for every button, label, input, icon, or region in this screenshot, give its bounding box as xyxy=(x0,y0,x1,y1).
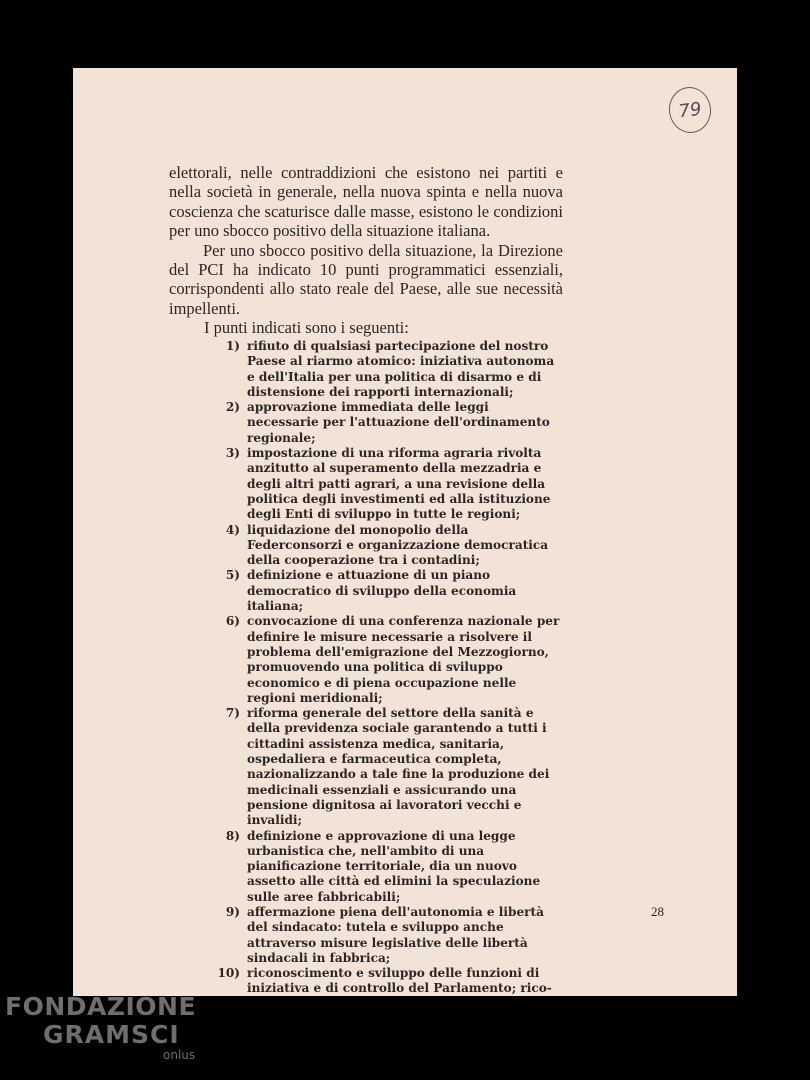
list-item xyxy=(200,966,564,997)
point-number: 4) xyxy=(225,522,240,537)
point-text: affermazione piena dell'autonomia e libertà del sindacato: tutela e sviluppo anche attraverso misure legislative delle libertà sindacali in fabbrica; xyxy=(247,904,544,965)
point-text: rifiuto di qualsiasi partecipazione del nostro Paese al riarmo atomico: iniziativa autonoma e dell'Italia per una politica di disarmo e di distensione dei rapporti internazionali; xyxy=(247,339,555,399)
list-item xyxy=(200,339,564,400)
point-number: 10) xyxy=(217,966,240,981)
point-number: 7) xyxy=(225,706,240,721)
list-item xyxy=(200,400,564,446)
intro-paragraph: Per uno sbocco positivo della situazione, la Direzione del PCI ha indicato 10 punti programmatici essenziali, corrispondenti allo stato reale del Paese, alle sue necessità impellenti. xyxy=(169,240,563,318)
list-item xyxy=(200,568,564,614)
point-number: 6) xyxy=(225,614,240,629)
list-item xyxy=(200,706,564,828)
point-text: riconoscimento e sviluppo delle funzioni di iniziativa e di controllo del Parlamento; rico- xyxy=(247,966,552,996)
list-item xyxy=(200,523,564,569)
point-text: riforma generale del settore della sanità e della previdenza sociale garantendo a tutti i cittadini assistenza medica, sanitaria, ospedaliera e farmaceutica completa, nazionalizzando a tale fine la produzione dei medicinali essenziali e assicurando una pensione dignitosa ai lavoratori vecchi e invalidi; xyxy=(247,706,550,828)
list-item xyxy=(200,446,564,522)
list-item xyxy=(200,614,564,706)
points-list xyxy=(200,339,564,997)
logo-line-1: FONDAZIONE xyxy=(5,992,197,1021)
logo-line-2: GRAMSCI xyxy=(43,1020,180,1049)
points-lead: I punti indicati sono i seguenti: xyxy=(204,318,409,337)
point-text: liquidazione del monopolio della Federconsorzi e organizzazione democratica della cooperazione tra i contadini; xyxy=(247,522,549,568)
archive-stamp: 79 xyxy=(666,84,714,135)
list-item xyxy=(200,905,564,966)
document-page xyxy=(73,68,737,996)
point-number: 1) xyxy=(225,339,240,353)
point-number: 3) xyxy=(225,446,240,461)
point-text: convocazione di una conferenza nazionale per definire le misure necessarie a risolvere il problema dell'emigrazione del Mezzogiorno, promuovendo una politica di sviluppo economico e di piena occupazione nelle regioni meridionali; xyxy=(247,614,560,705)
list-item xyxy=(200,829,564,905)
point-number: 5) xyxy=(225,568,240,583)
intro-text xyxy=(169,163,563,318)
point-text: approvazione immediata delle leggi necessarie per l'attuazione dell'ordinamento regionale; xyxy=(247,400,550,445)
point-number: 9) xyxy=(225,904,240,919)
logo-line-3: onlus xyxy=(163,1048,196,1062)
point-text: definizione e attuazione di un piano democratico di sviluppo della economia italiana; xyxy=(247,568,517,614)
intro-paragraph: elettorali, nelle contraddizioni che esistono nei partiti e nella società in generale, nella nuova spinta e nella nuova coscienza che scaturisce dalle masse, esistono le condizioni per uno sbocco positivo della situazione italiana. xyxy=(169,163,563,241)
point-number: 8) xyxy=(225,828,240,843)
point-text: impostazione di una riforma agraria rivolta anzitutto al superamento della mezzadria e degli altri patti agrari, a una revisione della politica degli investimenti ed alla istituzione degli Enti di sviluppo in tutte le regioni; xyxy=(247,446,551,522)
point-text: definizione e approvazione di una legge urbanistica che, nell'ambito di una pianificazione territoriale, dia un nuovo assetto alle città ed elimini la speculazione sulle aree fabbricabili; xyxy=(247,828,541,904)
page-number: 28 xyxy=(651,904,664,919)
fondazione-gramsci-logo xyxy=(5,992,197,1062)
point-number: 2) xyxy=(225,400,240,415)
